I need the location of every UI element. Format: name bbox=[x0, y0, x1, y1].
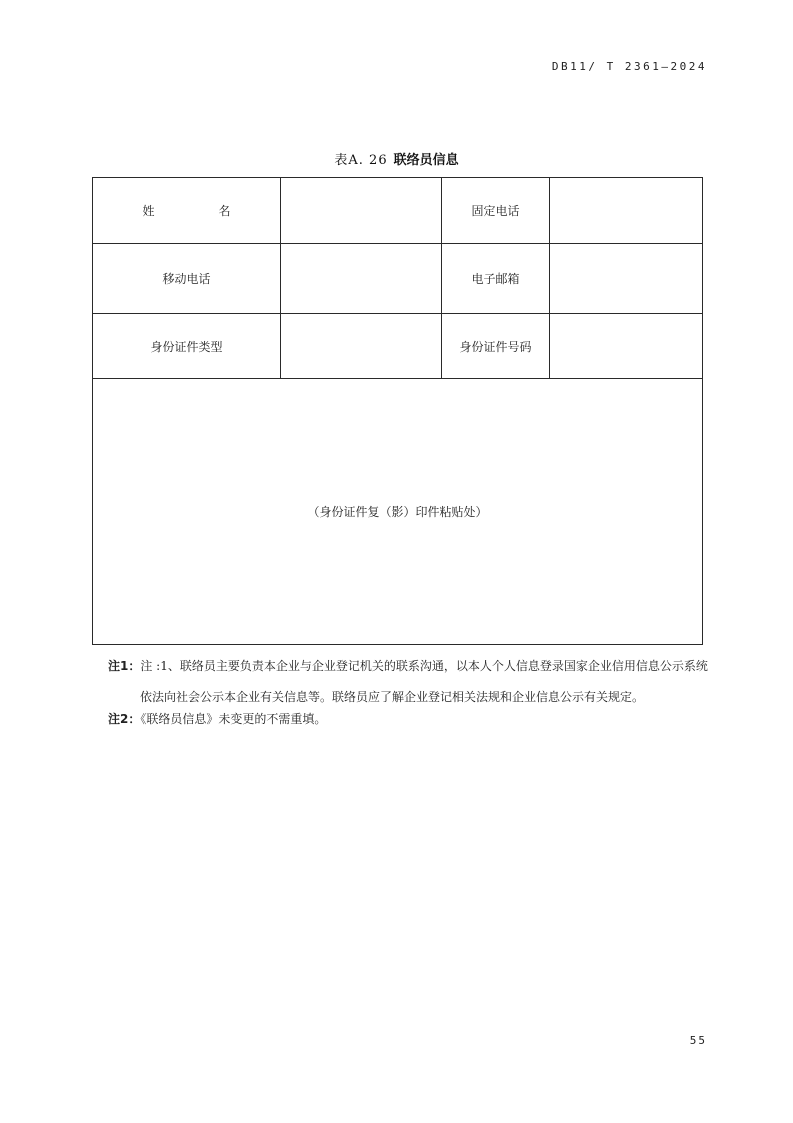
note-1-label: 注1： bbox=[108, 659, 141, 673]
contact-info-table bbox=[92, 177, 703, 645]
id-number-label-cell bbox=[442, 314, 550, 379]
id-type-label: 身份证件类型 bbox=[150, 339, 223, 354]
note-2-text: 《联络员信息》未变更的不需重填。 bbox=[140, 712, 327, 726]
table-row bbox=[93, 178, 703, 244]
name-label: 姓 名 bbox=[142, 204, 257, 218]
id-copy-paste-area[interactable] bbox=[93, 379, 703, 645]
id-type-label-cell bbox=[93, 314, 281, 379]
id-number-label: 身份证件号码 bbox=[459, 339, 532, 354]
email-label: 电子邮箱 bbox=[471, 272, 520, 286]
name-value-cell[interactable] bbox=[281, 178, 442, 244]
email-value-cell[interactable] bbox=[550, 244, 703, 314]
landline-value-cell[interactable] bbox=[550, 178, 703, 244]
note-2-label: 注2： bbox=[108, 712, 141, 726]
id-number-value-cell[interactable] bbox=[550, 314, 703, 379]
table-caption-title: 联络员信息 bbox=[393, 153, 459, 168]
mobile-label: 移动电话 bbox=[162, 272, 211, 286]
table-row bbox=[93, 379, 703, 645]
name-label-cell bbox=[93, 178, 281, 244]
note-2 bbox=[108, 711, 326, 727]
note-1-continuation: 依法向社会公示本企业有关信息等。联络员应了解企业登记相关法规和企业信息公示有关规定。 bbox=[140, 690, 645, 704]
table-row bbox=[93, 314, 703, 379]
table-caption-number: 表A. 26 bbox=[334, 153, 388, 168]
landline-label: 固定电话 bbox=[471, 204, 520, 218]
standard-code: DB11/ T 2361—2024 bbox=[551, 60, 707, 73]
note-1 bbox=[108, 658, 708, 674]
table-caption bbox=[0, 149, 793, 168]
table-row bbox=[93, 244, 703, 314]
email-label-cell bbox=[442, 244, 550, 314]
note-1-text: 注 :1、联络员主要负责本企业与企业登记机关的联系沟通，以本人个人信息登录国家企业信用信息公示系统 bbox=[140, 659, 708, 673]
mobile-label-cell bbox=[93, 244, 281, 314]
page-number: 55 bbox=[689, 1034, 707, 1047]
id-copy-paste-label: （身份证件复（影）印件粘贴处） bbox=[307, 505, 488, 519]
mobile-value-cell[interactable] bbox=[281, 244, 442, 314]
landline-label-cell bbox=[442, 178, 550, 244]
id-type-value-cell[interactable] bbox=[281, 314, 442, 379]
